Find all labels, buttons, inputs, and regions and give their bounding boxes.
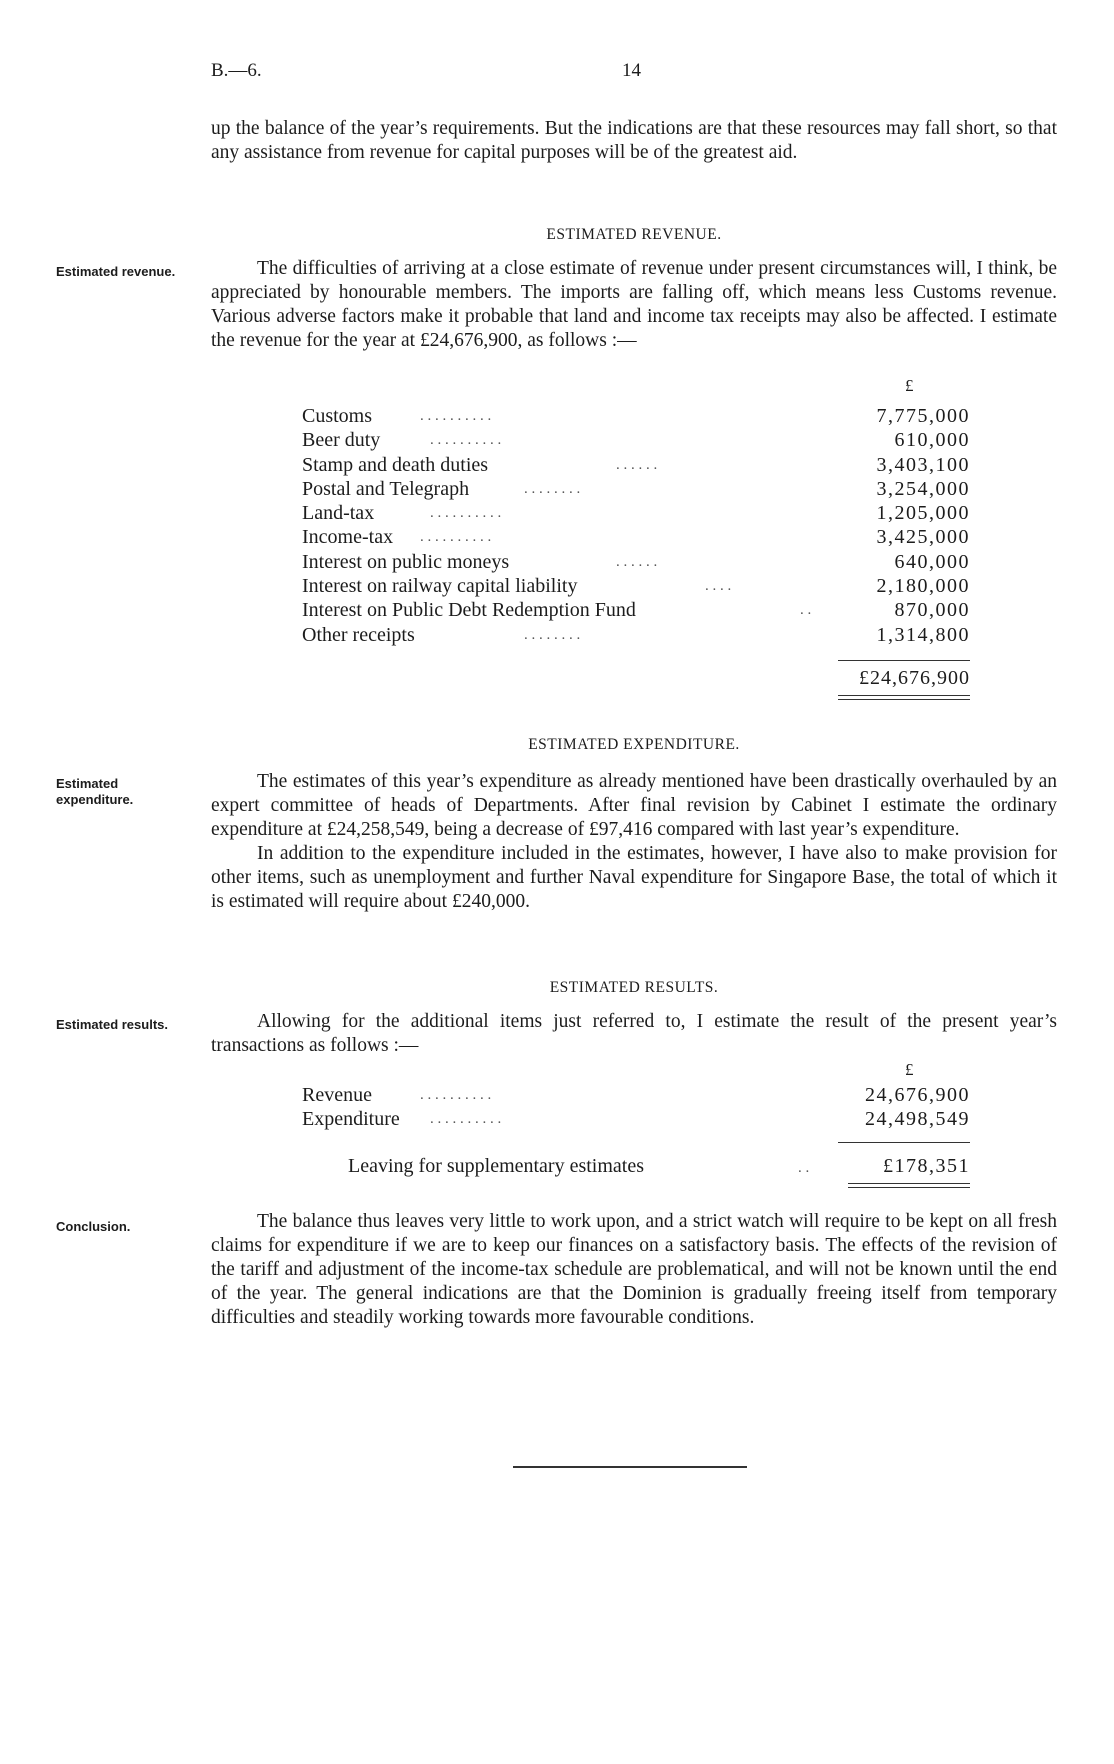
leaving-amount: £178,351 — [883, 1155, 970, 1177]
revenue-row — [302, 574, 970, 598]
revenue-row — [302, 598, 970, 622]
leaving-label: Leaving for supplementary estimates — [348, 1155, 645, 1177]
revenue-total: £24,676,900 — [859, 667, 970, 689]
revenue-item-label: Customs — [302, 404, 376, 428]
end-rule — [513, 1466, 747, 1468]
leader-dots: . . . . . . . . . . — [430, 432, 502, 449]
revenue-row — [302, 525, 970, 549]
document-reference: B.—6. — [211, 60, 262, 81]
expenditure-heading: ESTIMATED EXPENDITURE. — [528, 736, 740, 753]
revenue-item-amount: 7,775,000 — [876, 405, 970, 427]
conclusion-paragraph: The balance thus leaves very little to work upon, and a strict watch will require to be kept on all fresh claims for expenditure if we are to keep our finances on a satisfactory basis. The effects of the revision of the tariff and adjustment of the income-tax schedule are problematical, and will not be known until the end of the year. The general indications are that the Dominion is gradually freeing itself from temporary difficulties and steadily working towards more favourable conditions. — [211, 1211, 1057, 1328]
revenue-row — [302, 453, 970, 477]
leader-dots: . . . . . . . . . . — [420, 529, 492, 546]
revenue-item-amount: 1,205,000 — [876, 502, 970, 525]
results-item-label: Revenue — [302, 1083, 376, 1107]
results-table — [302, 1083, 970, 1132]
intro-paragraph: up the balance of the year’s requirements. But the indications are that these resources may fall short, so that any assistance from revenue for capital purposes will be of the greatest aid. — [211, 118, 1057, 163]
leader-dots: . . . . . . . . . . — [420, 1087, 492, 1103]
revenue-item-label: Stamp and death duties — [302, 453, 492, 477]
revenue-item-amount: 2,180,000 — [876, 575, 970, 598]
leader-dots: . . — [800, 602, 812, 619]
leader-dots: . . . . . . . . — [524, 480, 581, 497]
revenue-item-amount: 3,254,000 — [876, 477, 970, 500]
revenue-item-label: Other receipts — [302, 623, 419, 647]
revenue-item-label: Beer duty — [302, 428, 384, 452]
expenditure-margin-note: Estimated expenditure. — [56, 776, 134, 807]
total-rule — [838, 660, 970, 661]
revenue-paragraph: The difficulties of arriving at a close estimate of revenue under present circumstances will, I think, be appreciated by honourable members. The imports are falling off, which means less Customs revenue. Various adverse factors make it probable that land and income tax receipts may also be affected. I estimate the revenue for the year at £24,676,900, as follows :— — [211, 258, 1057, 351]
revenue-margin-note: Estimated revenue. — [56, 264, 176, 279]
revenue-item-label: Interest on public moneys — [302, 550, 513, 574]
revenue-item-amount: 640,000 — [894, 550, 970, 573]
revenue-row — [302, 550, 970, 574]
revenue-item-label: Postal and Telegraph — [302, 477, 473, 501]
results-item-label: Expenditure — [302, 1107, 404, 1131]
leader-dots: . . . . . . — [616, 456, 658, 473]
revenue-item-amount: 1,314,800 — [876, 623, 970, 646]
subtotal-rule — [838, 1142, 970, 1143]
revenue-row — [302, 623, 970, 647]
revenue-row — [302, 501, 970, 525]
revenue-currency-symbol: £ — [905, 376, 914, 395]
double-rule-top — [848, 1183, 970, 1184]
double-rule-top — [838, 695, 970, 696]
results-margin-note: Estimated results. — [56, 1017, 168, 1032]
leader-dots: . . . . . . . . . . — [430, 505, 502, 522]
results-item-amount: 24,676,900 — [865, 1084, 970, 1106]
page-number: 14 — [622, 60, 641, 81]
revenue-item-label: Interest on Public Debt Redemption Fund — [302, 598, 640, 622]
revenue-item-amount: 3,425,000 — [876, 526, 970, 549]
double-rule-bottom — [838, 699, 970, 700]
leader-dots: . . — [798, 1160, 810, 1176]
leader-dots: . . . . . . — [616, 553, 658, 570]
results-currency-symbol: £ — [905, 1060, 914, 1079]
leader-dots: . . . . . . . . . . — [430, 1111, 502, 1128]
revenue-heading: ESTIMATED REVENUE. — [546, 226, 722, 243]
revenue-item-amount: 870,000 — [894, 599, 970, 622]
revenue-item-label: Income-tax — [302, 525, 397, 549]
leader-dots: . . . . — [705, 578, 732, 595]
expenditure-paragraphs: The estimates of this year’s expenditure as already mentioned have been drastically overhauled by an expert committee of heads of Departments. After final revision by Cabinet I estimate the ordinary expenditure at £24,258,549, being a decrease of £97,416 compared with last year’s expenditure. In addition to the expenditure included in the estimates, however, I have also to make provision for other items, such as unemployment and further Naval expenditure for Singapore Base, the total of which it is estimated will require about £240,000. — [211, 771, 1057, 912]
revenue-row — [302, 428, 970, 452]
results-paragraph: Allowing for the additional items just referred to, I estimate the result of the present year’s transactions as follows :— — [211, 1011, 1057, 1056]
revenue-item-label: Interest on railway capital liability — [302, 574, 581, 598]
revenue-item-label: Land-tax — [302, 501, 378, 525]
results-heading: ESTIMATED RESULTS. — [549, 979, 719, 996]
conclusion-margin-note: Conclusion. — [56, 1219, 131, 1234]
revenue-table — [302, 404, 970, 647]
revenue-row — [302, 477, 970, 501]
results-row — [302, 1107, 970, 1131]
leader-dots: . . . . . . . . — [524, 626, 581, 643]
double-rule-bottom — [848, 1187, 970, 1188]
revenue-item-amount: 3,403,100 — [876, 453, 970, 476]
results-item-amount: 24,498,549 — [865, 1108, 970, 1131]
results-row — [302, 1083, 970, 1107]
revenue-row — [302, 404, 970, 428]
leader-dots: . . . . . . . . . . — [420, 408, 492, 424]
revenue-item-amount: 610,000 — [894, 429, 970, 452]
